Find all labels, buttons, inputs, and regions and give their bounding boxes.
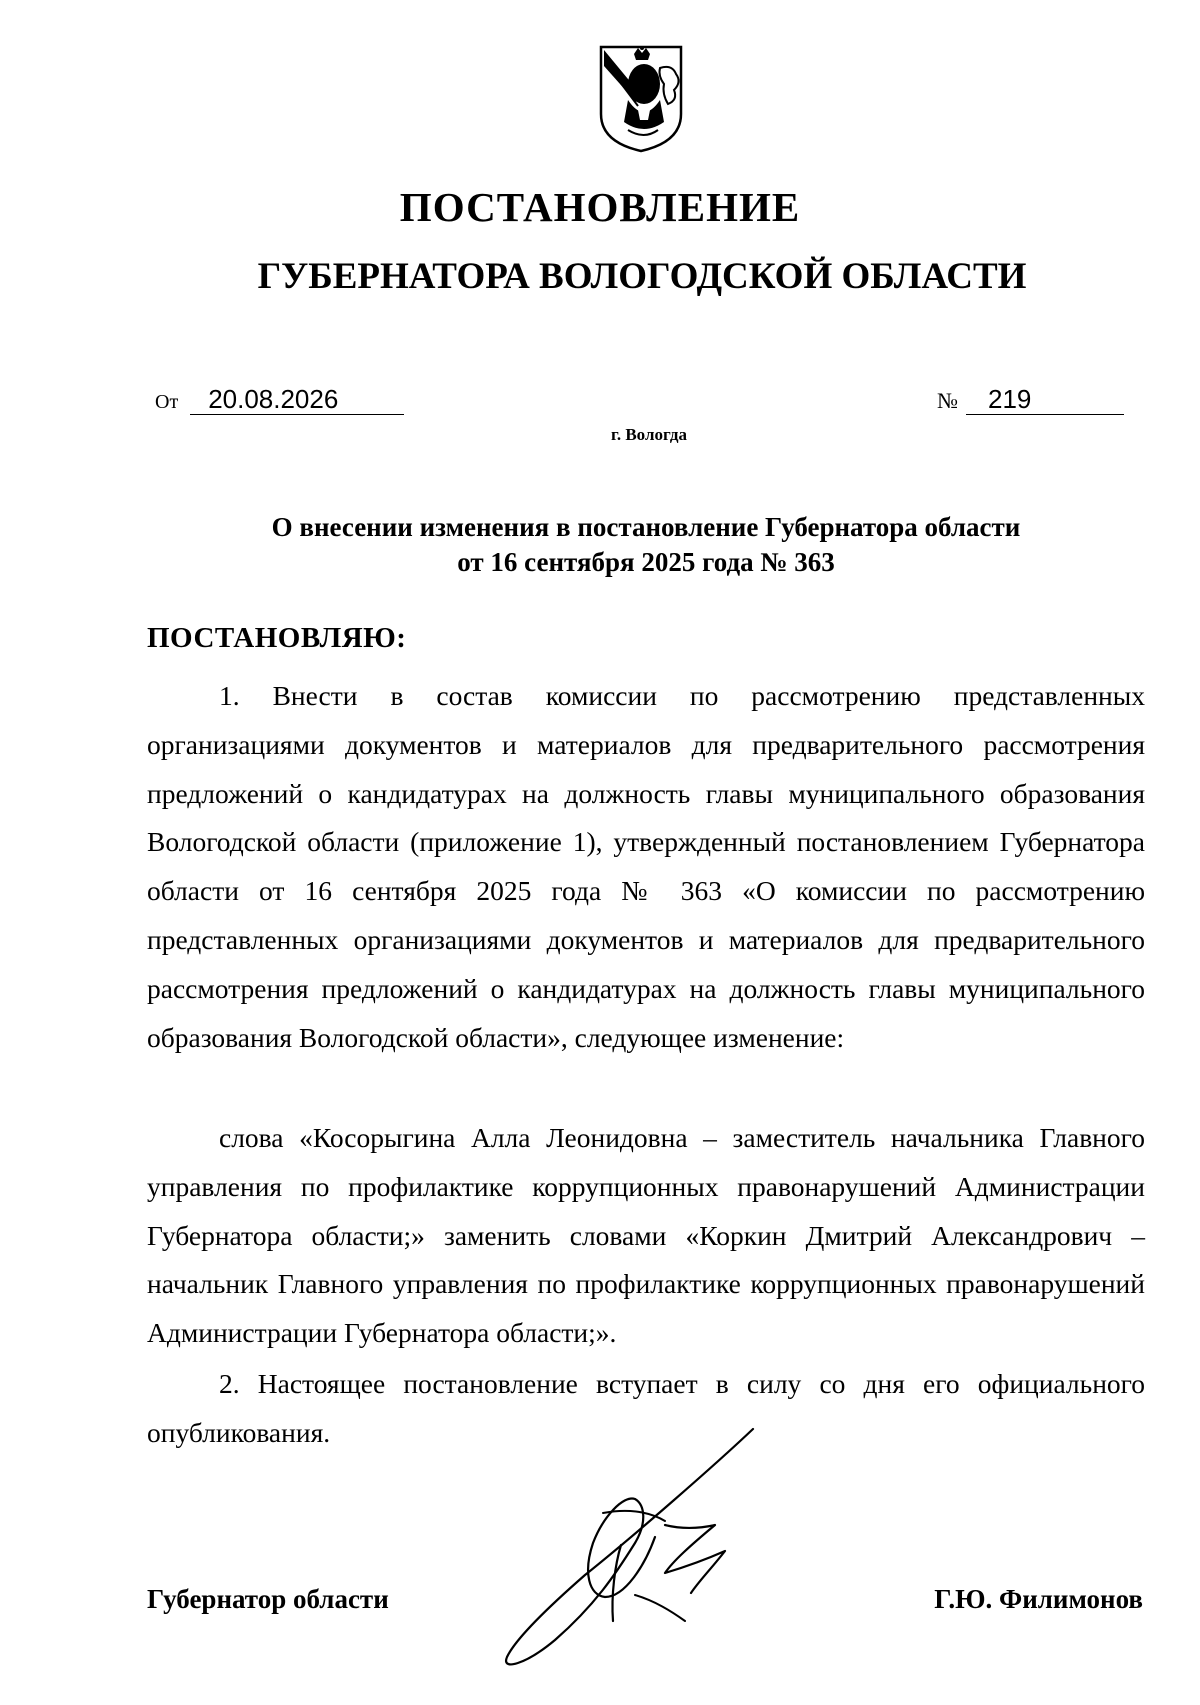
- date-field: [155, 384, 404, 419]
- paragraph-2-text: слова «Косорыгина Алла Леонидовна – заместитель начальника Главного управления по профилактике коррупционных правонарушений Администрации Губернатора области;» заменить словами «Коркин Дмитрий Александрович – начальник Главного управления по профилактике коррупционных правонарушений Администрации Губернатора области;».: [147, 1122, 1145, 1349]
- coat-of-arms-icon: [598, 44, 684, 154]
- city-label: г. Вологда: [611, 425, 687, 444]
- document-title-line-1: О внесении изменения в постановление Губернатора области: [271, 512, 1021, 542]
- paragraph-2: [147, 1114, 1145, 1358]
- signer-position: Губернатор области: [147, 1584, 389, 1614]
- issuer-heading: ГУБЕРНАТОРА ВОЛОГОДСКОЙ ОБЛАСТИ: [257, 256, 1027, 297]
- number-value: 219: [966, 384, 1124, 415]
- document-type-heading: ПОСТАНОВЛЕНИЕ: [399, 184, 801, 230]
- document-title-line-2: от 16 сентября 2025 года № 363: [457, 547, 835, 577]
- resolve-heading: ПОСТАНОВЛЯЮ:: [147, 622, 407, 654]
- document-title: [0, 510, 1200, 580]
- signature-icon: [485, 1425, 825, 1675]
- paragraph-3-text: 2. Настоящее постановление вступает в силу со дня его официального опубликования.: [147, 1368, 1145, 1448]
- number-field: [937, 384, 1124, 418]
- number-prefix: №: [937, 388, 958, 413]
- date-value: 20.08.2026: [190, 384, 404, 415]
- paragraph-1: [147, 672, 1145, 1062]
- paragraph-1-text: 1. Внести в состав комиссии по рассмотрению представленных организациями документов и материалов для предварительного рассмотрения предложений о кандидатурах на должность главы муниципального образования Вологодской области (приложение 1), утвержденный постановлением Губернатора области от 16 сентября 2025 года № 363 «О комиссии по рассмотрению представленных организациями документов и материалов для предварительного рассмотрения предложений о кандидатурах на должность главы муниципального образования Вологодской области», следующее изменение:: [147, 680, 1145, 1053]
- date-prefix: От: [155, 391, 179, 413]
- signer-name: Г.Ю. Филимонов: [934, 1584, 1143, 1614]
